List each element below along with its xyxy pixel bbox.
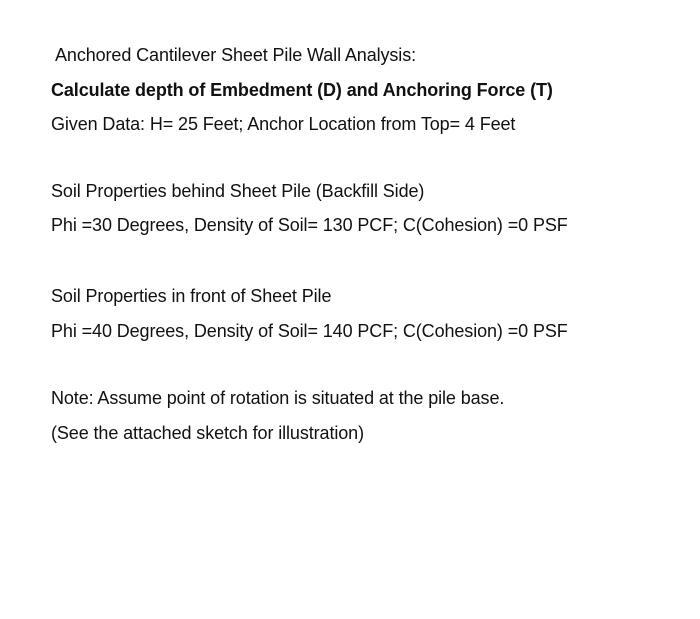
front-soil-heading: Soil Properties in front of Sheet Pile [51, 286, 332, 306]
sketch-reference: (See the attached sketch for illustration) [51, 423, 364, 443]
front-soil-properties: Phi =40 Degrees, Density of Soil= 140 PCF; C(Cohesion) =0 PSF [51, 321, 568, 341]
backfill-properties: Phi =30 Degrees, Density of Soil= 130 PCF; C(Cohesion) =0 PSF [51, 215, 568, 235]
given-data: Given Data: H= 25 Feet; Anchor Location from Top= 4 Feet [51, 114, 516, 134]
task-statement: Calculate depth of Embedment (D) and Anchoring Force (T) [51, 80, 553, 100]
document-title: Anchored Cantilever Sheet Pile Wall Analysis: [55, 45, 417, 65]
note-text: Note: Assume point of rotation is situated at the pile base. [51, 388, 505, 408]
backfill-heading: Soil Properties behind Sheet Pile (Backfill Side) [51, 181, 425, 201]
